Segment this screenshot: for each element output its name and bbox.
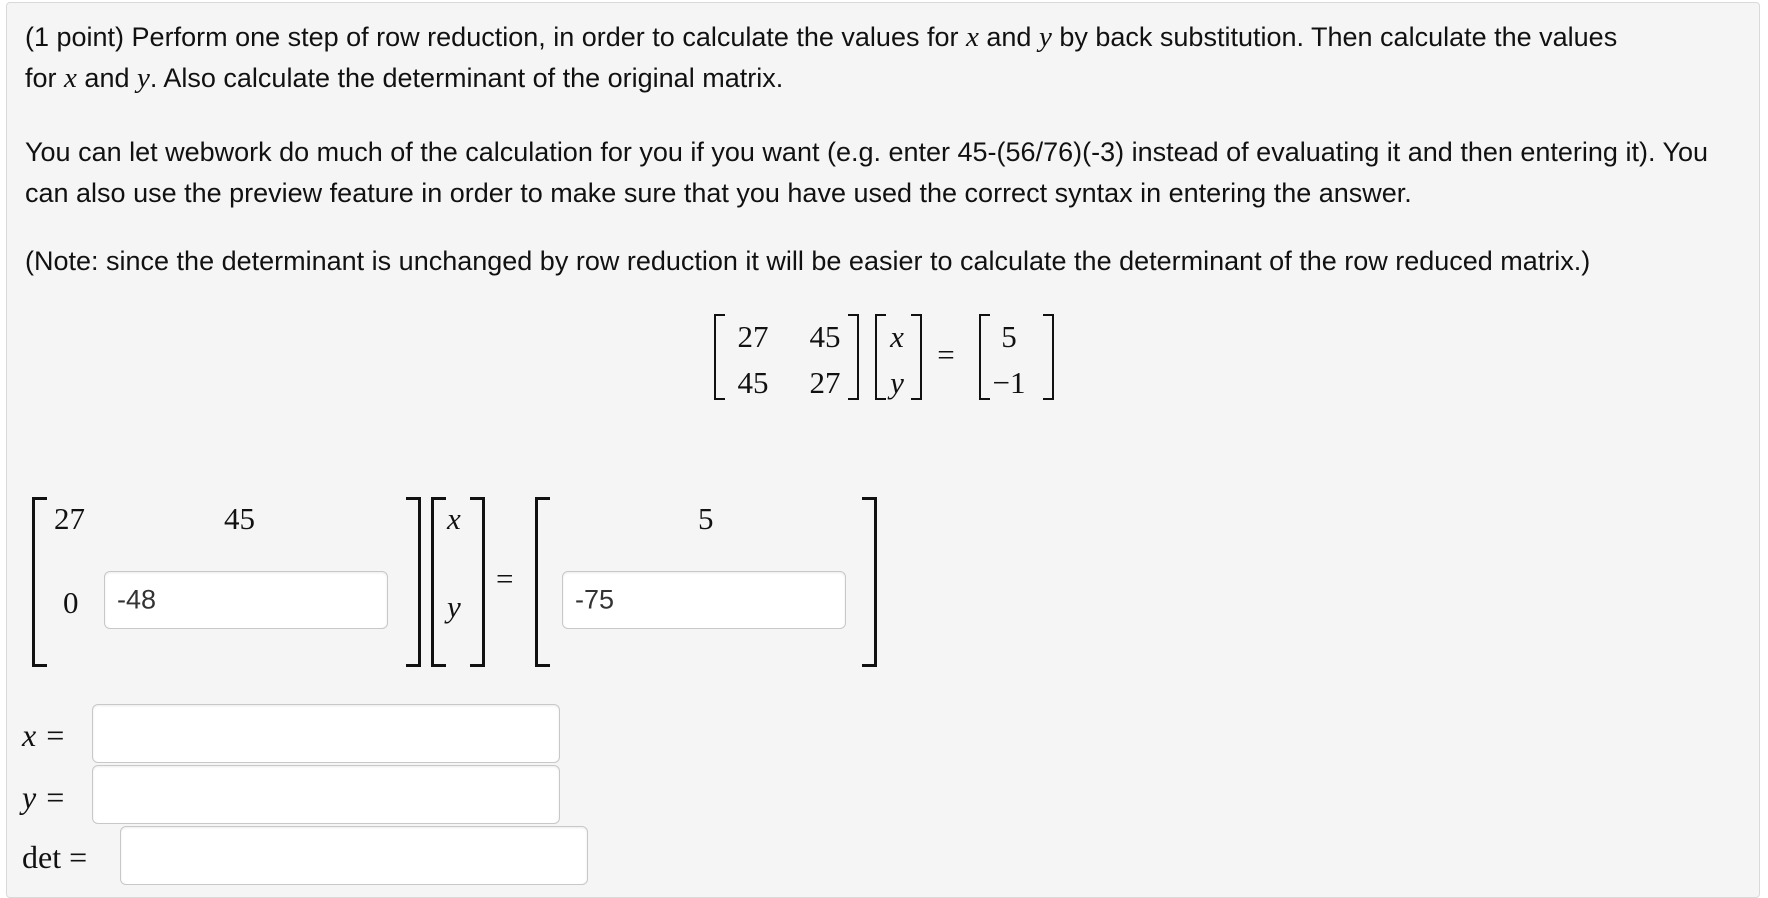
reduced-equals-sign: = <box>496 561 514 596</box>
y-answer-input[interactable] <box>92 765 560 824</box>
var-y: y <box>137 62 150 94</box>
display-equation <box>7 309 1759 399</box>
problem-panel <box>6 2 1760 898</box>
vector-entry: x <box>890 319 904 354</box>
equals-sign: = <box>937 337 955 372</box>
note-paragraph: (Note: since the determinant is unchanged by row reduction it will be easier to calculate the determinant of the row reduced matrix.) <box>25 246 1591 276</box>
vector-right-bracket <box>911 314 922 400</box>
rhs-entry: −1 <box>992 365 1026 400</box>
det-answer-input[interactable] <box>120 826 588 885</box>
reduced-rhs-2-value: -75 <box>575 584 615 615</box>
reduced-rhs-2-input[interactable] <box>562 571 846 629</box>
reduced-entry-22-input[interactable] <box>104 571 388 629</box>
vector-entry: y <box>890 365 904 400</box>
reduced-matrix-right-bracket <box>406 497 421 667</box>
problem-statement <box>25 17 1725 99</box>
reduced-matrix-left-bracket <box>32 497 47 667</box>
reduced-entry-21: 0 <box>63 585 79 620</box>
var-x: x <box>966 21 979 53</box>
matrix-right-bracket <box>848 314 859 400</box>
y-answer-label <box>22 781 66 813</box>
y-answer-label-text: y = <box>22 779 66 815</box>
intro-text-4: . Also calculate the determinant of the original matrix. <box>149 63 784 93</box>
reduced-rhs-right-bracket <box>862 497 877 667</box>
intro-text: (1 point) Perform one step of row reduction, in order to calculate the values for <box>25 22 959 52</box>
x-answer-input[interactable] <box>92 704 560 763</box>
matrix-entry: 45 <box>809 319 841 354</box>
instructions-paragraph: You can let webwork do much of the calculation for you if you want (e.g. enter 45-(56/76)(-3) instead of evaluating it and then entering it). You can also use the preview feature in order to make sure that you have used the correct syntax in entering the answer. <box>25 137 1709 208</box>
var-y: y <box>1038 21 1052 53</box>
matrix-entry: 27 <box>809 365 841 400</box>
and-text: and <box>84 63 130 93</box>
reduced-vector-left-bracket <box>431 497 446 667</box>
var-x: x <box>64 62 77 94</box>
matrix-left-bracket <box>714 314 725 400</box>
reduced-rhs-1: 5 <box>698 501 714 536</box>
matrix-entry: 27 <box>737 319 769 354</box>
reduced-entry-12: 45 <box>224 501 255 536</box>
x-answer-label <box>22 719 66 751</box>
reduced-vector-right-bracket <box>470 497 485 667</box>
rhs-entry: 5 <box>1001 319 1017 354</box>
reduced-rhs-left-bracket <box>535 497 550 667</box>
and-text: and <box>986 22 1032 52</box>
matrix-entry: 45 <box>737 365 769 400</box>
reduced-vector-y: y <box>447 589 461 624</box>
reduced-vector-x: x <box>447 501 461 536</box>
det-answer-label: det = <box>22 839 88 875</box>
intro-text-3: for <box>25 63 57 93</box>
rhs-right-bracket <box>1043 314 1054 400</box>
reduced-entry-11: 27 <box>54 501 85 536</box>
x-answer-label-text: x = <box>22 717 66 753</box>
reduced-entry-22-value: -48 <box>117 584 157 615</box>
intro-text-2: by back substitution. Then calculate the values <box>1059 22 1618 52</box>
